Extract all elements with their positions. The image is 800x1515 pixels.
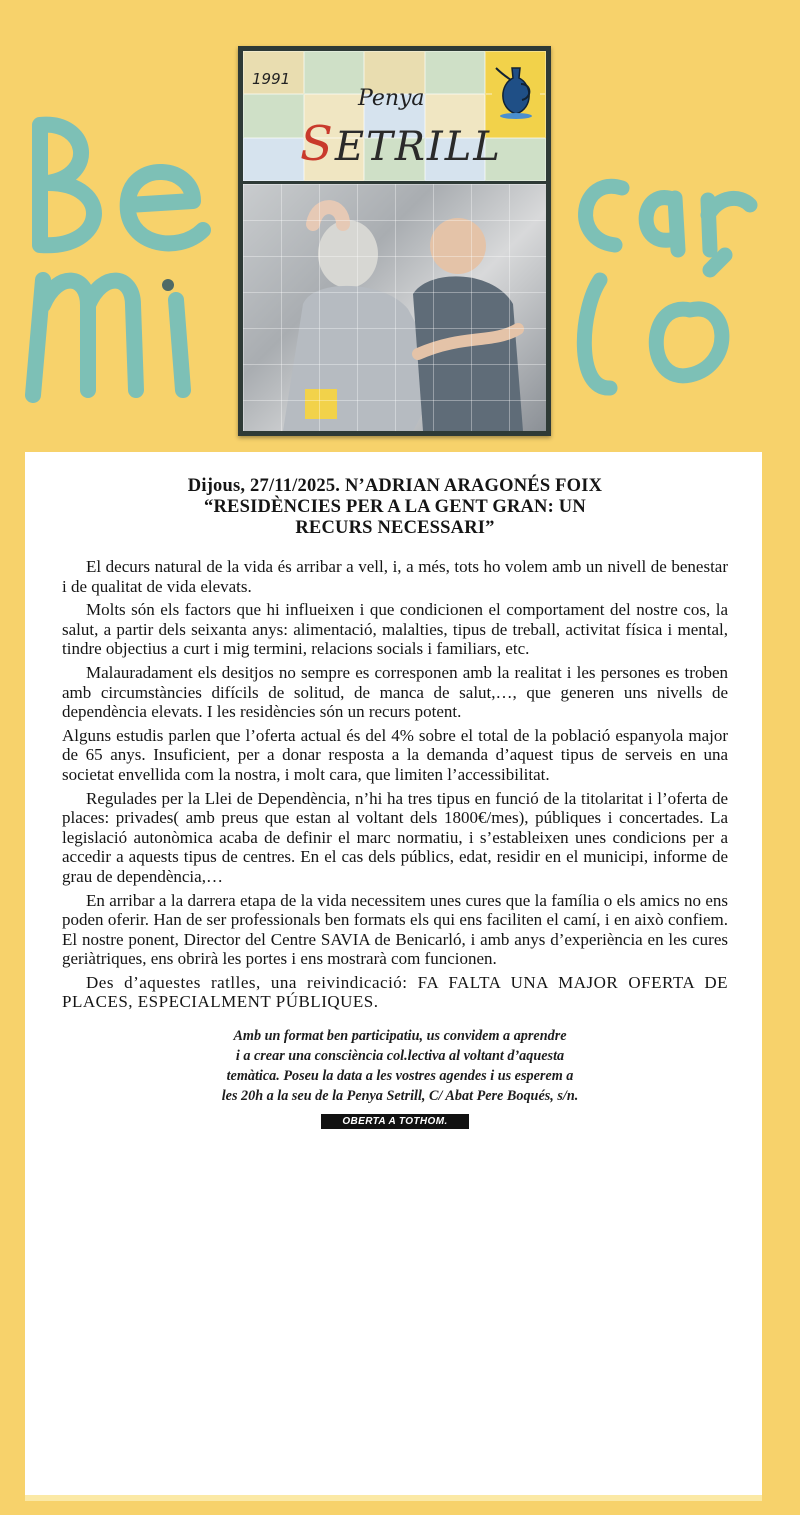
decorative-lettering-right (560, 160, 760, 400)
invitation-line-2: i a crear una consciència col.lectiva al voltant d’aquesta (235, 1048, 565, 1065)
paragraph-1: El decurs natural de la vida és arribar a vell, i, a més, tots ho volem amb un nivell de benestar i de qualitat de vida elevats. (62, 557, 728, 596)
paragraph-2: Molts són els factors que hi influeixen i que condicionen el comportament del nostre cos, la salut, a partir dels seixanta anys: alimentació, malalties, tipus de treball, activitat física i mental, tindre objectius a curt i mig termini, relacions socials i familiars, etc. (62, 600, 728, 659)
sheet-bottom-edge (25, 1495, 762, 1501)
headline-line-title-1: “RESIDÈNCIES PER A LA GENT GRAN: UN (204, 497, 586, 517)
headline-line-title-2: RECURS NECESSARI” (295, 518, 495, 538)
invitation-line-1: Amb un format ben participatiu, us convidem a aprendre (233, 1028, 567, 1045)
paragraph-6: En arribar a la darrera etapa de la vida necessitem unes cures que la família o els amics no ens poden oferir. Han de ser professionals ben formats els qui ens faciliten el camí, i en això confiem. El nostre ponent, Director del Centre SAVIA de Benicarló, i amb anys d’experiència en les cures geriàtriques, ens obrirà les portes i ens mostrarà com funcionen. (62, 890, 728, 969)
decorative-lettering-left (18, 105, 228, 415)
poster-year: 1991 (252, 70, 291, 88)
article-headline (62, 476, 728, 539)
article-sheet (25, 452, 762, 1500)
poster-photo (243, 184, 546, 431)
article-body (62, 557, 728, 1012)
poster-org-name (300, 116, 502, 172)
invitation-line-3: temàtica. Poseu la data a les vostres agendes i us esperem a (226, 1068, 574, 1085)
paragraph-claim: Des d’aquestes ratlles, una reivindicació: FA FALTA UNA MAJOR OFERTA DE PLACES, ESPECIALMENT PÚBLIQUES. (62, 972, 728, 1012)
headline-line-date-speaker: Dijous, 27/11/2025. N’ADRIAN ARAGONÉS FOIX (187, 476, 603, 496)
oil-jug-icon (492, 58, 540, 122)
invitation-text (62, 1026, 728, 1106)
open-to-all-badge: OBERTA A TOTHOM. (321, 1114, 469, 1129)
paragraph-4: Alguns estudis parlen que l’oferta actual és del 4% sobre el total de la població espanyola major de 65 anys. Insuficient, per a donar resposta a la demanda d’aquest tipus de serveis en una societat envellida com la nostra, i molt cara, que limiten l’accessibilitat. (62, 725, 728, 784)
poster-org-rest: ETRILL (334, 124, 502, 170)
poster-org-top: Penya (358, 86, 425, 111)
paragraph-3: Malauradament els desitjos no sempre es corresponen amb la realitat i les persones es troben amb circumstàncies difícils de solitud, de manca de salut,…, que generen uns nivells de dependència elevats. I les residències són un recurs potent. (62, 662, 728, 722)
poster-org-initial: S (300, 116, 335, 172)
paragraph-5: Regulades per la Llei de Dependència, n’hi ha tres tipus en funció de la titolaritat i l’oferta de places: privades( amb preus que estan al voltant dels 1800€/mes), públiques i concertades. La legislació autonòmica acaba de definir el marc normatiu, i s’estableixen unes condicions per a accedir a aquests tipus de centres. En el cas dels públics, edat, residir en el municipi, informe de grau de dependència,… (62, 788, 728, 886)
invitation-line-4: les 20h a la seu de la Penya Setrill, C/ Abat Pere Boqués, s/n. (221, 1088, 579, 1105)
event-poster (238, 46, 551, 436)
